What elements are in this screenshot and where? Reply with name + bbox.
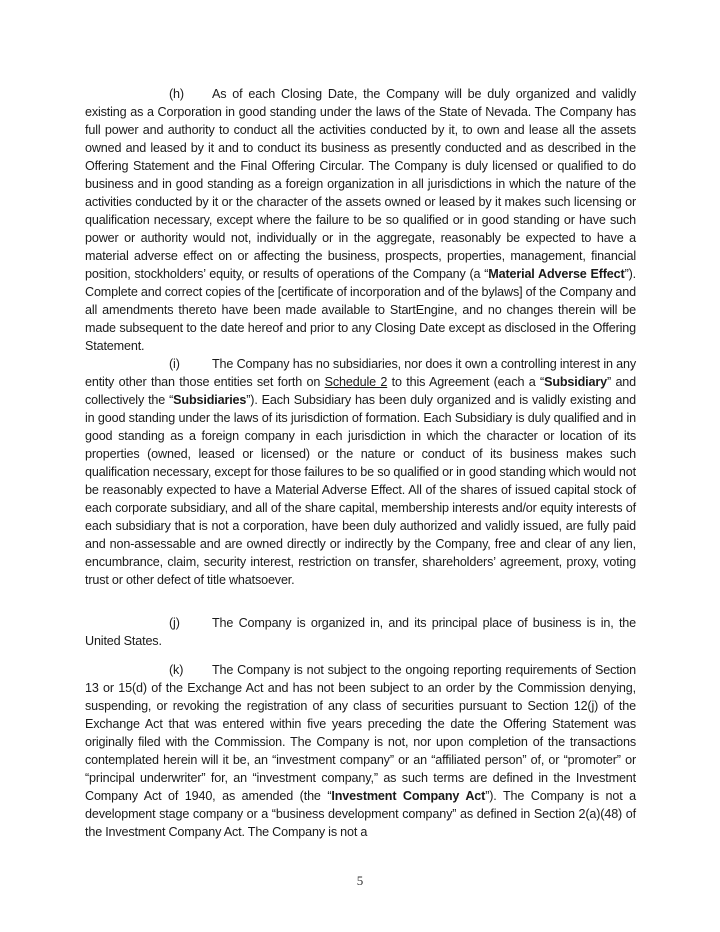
paragraph-text: ”). Complete and correct copies of the [certificate of incorporation and of the bylaws] of the Company and all amendments thereto have been made available to StartEngine, and no changes therein will be made subsequent to the date hereof and prior to any Closing Date except as disclosed in the Offering Statement. xyxy=(85,267,636,353)
paragraph-label: (j) xyxy=(169,616,180,630)
paragraph-label: (i) xyxy=(169,357,180,371)
defined-term-investment-company-act: Investment Company Act xyxy=(331,789,486,803)
paragraph-text: The Company is not subject to the ongoing reporting requirements of Section 13 or 15(d) of the Exchange Act and has not been subject to an order by the Commission denying, suspending, or revoking the registration of any class of securities pursuant to Section 12(j) of the Exchange Act that was entered within five years preceding the date the Offering Statement was originally filed with the Commission. The Company is not, nor upon completion of the transactions contemplated herein will it be, an “investment company” or an “affiliated person” of, or “promoter” or “principal underwriter” for, an “investment company,” as such terms are defined in the Investment Company Act of 1940, as amended (the “ xyxy=(85,663,636,803)
schedule-2-reference: Schedule 2 xyxy=(324,375,388,389)
paragraph-text: The Company is organized in, and its principal place of business is in, the United States. xyxy=(85,616,636,648)
paragraph-i xyxy=(85,355,636,589)
paragraph-text: ” and collectively the “ xyxy=(85,375,637,407)
defined-term-subsidiaries: Subsidiaries xyxy=(173,393,247,407)
paragraph-k xyxy=(85,661,636,841)
paragraph-text: ”). The Company is not a development stage company or a “business development company” as defined in Section 2(a)(48) of the Investment Company Act. The Company is not a xyxy=(85,789,636,839)
page-number: 5 xyxy=(356,873,364,888)
paragraph-j xyxy=(85,614,636,650)
paragraph-text: The Company has no subsidiaries, nor does it own a controlling interest in any entity other than those entities set forth on xyxy=(85,357,636,389)
paragraph-label: (h) xyxy=(169,87,184,101)
paragraph-h xyxy=(85,85,636,355)
paragraph-text: to this Agreement (each a “ xyxy=(387,375,545,389)
paragraph-label: (k) xyxy=(169,663,184,677)
defined-term-subsidiary: Subsidiary xyxy=(544,375,607,389)
paragraph-text: ”). Each Subsidiary has been duly organized and is validly existing and in good standing under the laws of its jurisdiction of formation. Each Subsidiary is duly qualified and in good standing as a foreign company in each jurisdiction in which the character or location of its properties (owned, leased or licensed) or the nature or conduct of its business makes such qualification necessary, except for those failures to be so qualified or in good standing which would not be reasonably expected to have a Material Adverse Effect. All of the shares of issued capital stock of each corporate subsidiary, and all of the share capital, membership interests and/or equity interests of each subsidiary that is not a corporation, have been duly authorized and validly issued, are fully paid and non-assessable and are owned directly or indirectly by the Company, free and clear of any lien, encumbrance, claim, security interest, restriction on transfer, shareholders’ agreement, proxy, voting trust or other defect of title whatsoever. xyxy=(85,393,636,587)
defined-term-material-adverse-effect: Material Adverse Effect xyxy=(488,267,625,281)
paragraph-text: As of each Closing Date, the Company will be duly organized and validly existing as a Corporation in good standing under the laws of the State of Nevada. The Company has full power and authority to conduct all the activities conducted by it, to own and lease all the assets owned and leased by it and to conduct its business as presently conducted and as described in the Offering Statement and the Final Offering Circular. The Company is duly licensed or qualified to do business and in good standing as a foreign organization in all jurisdictions in which the nature of the activities conducted by it or the character of the assets owned or leased by it makes such licensing or qualification necessary, except where the failure to be so qualified or in good standing or have such power or authority would not, individually or in the aggregate, reasonably be expected to have a material adverse effect on or affecting the business, prospects, properties, management, financial position, stockholders’ equity, or results of operations of the Company (a “ xyxy=(85,87,636,281)
